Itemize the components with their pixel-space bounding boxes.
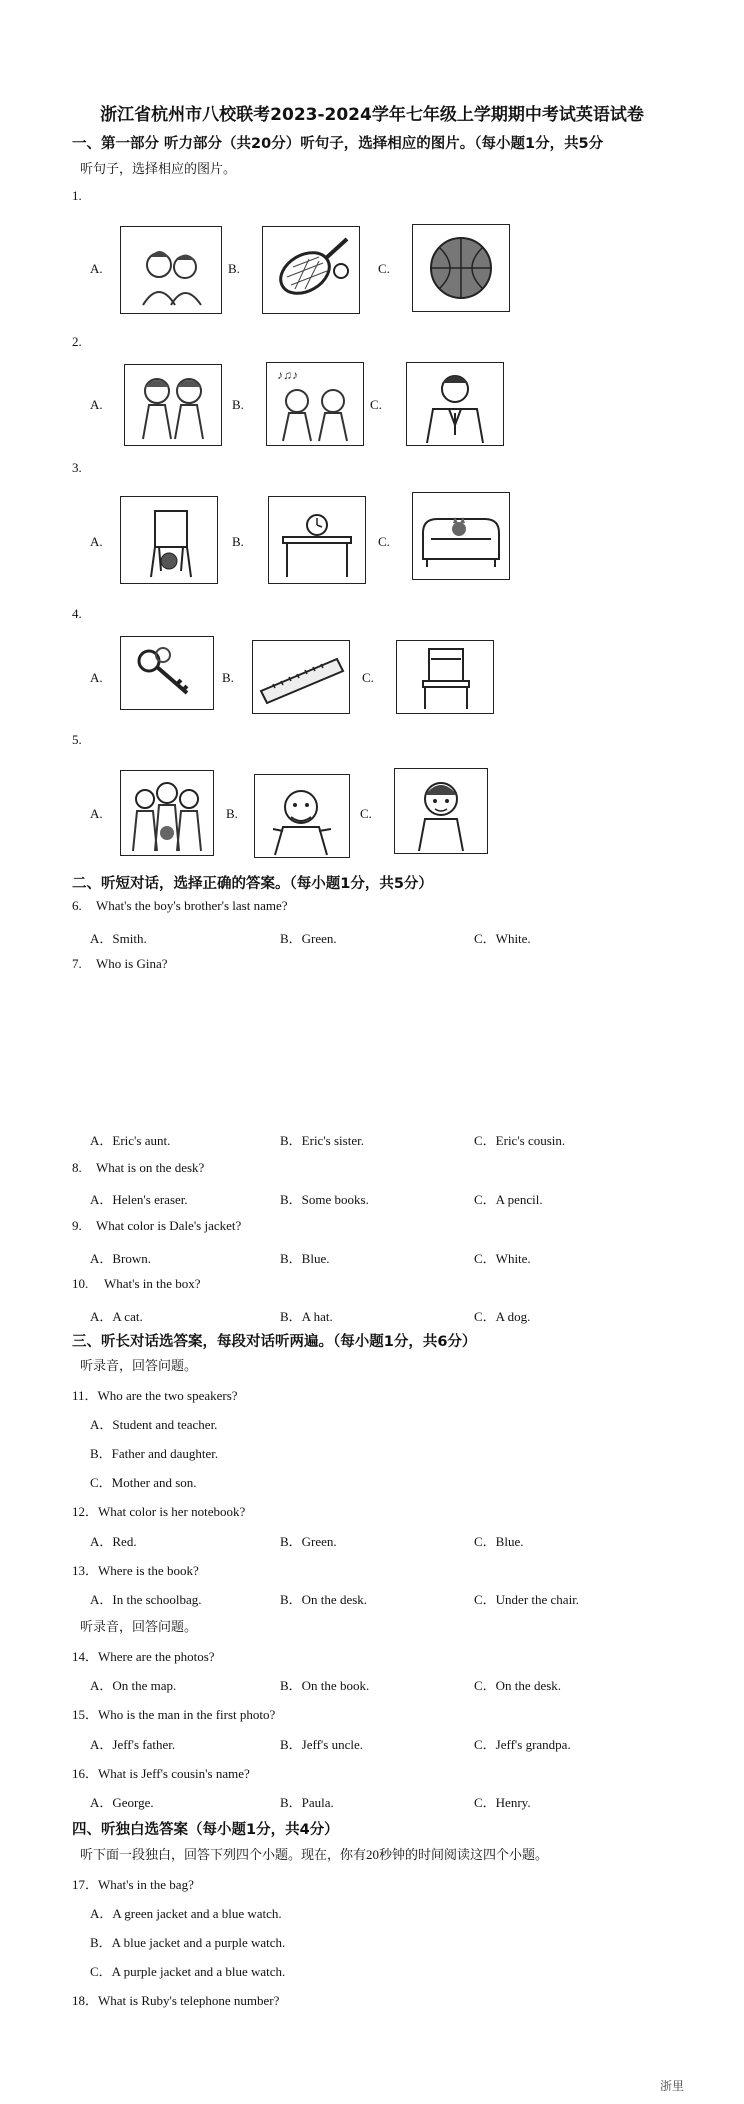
chair-with-ball-picture [120, 496, 218, 584]
part2-heading: 二、听短对话，选择正确的答案。（每小题1分，共5分） [72, 876, 433, 892]
part3-instruction: 听录音，回答问题。 [80, 1619, 198, 1634]
option-label: C. [378, 534, 390, 549]
question-text: 15．Who is the man in the first photo? [72, 1707, 276, 1722]
option-c[interactable]: C．White. [474, 1251, 531, 1266]
question-text: What color is Dale's jacket? [96, 1218, 242, 1233]
boy-picture [394, 768, 488, 854]
option-c[interactable]: C．A dog. [474, 1309, 531, 1324]
question-number: 8. [72, 1160, 82, 1175]
question-text: Who is Gina? [96, 956, 168, 971]
chair-picture [396, 640, 494, 714]
option-label: C. [360, 806, 372, 821]
question-text: 11．Who are the two speakers? [72, 1388, 238, 1403]
children-playing-picture [120, 226, 222, 314]
question-text: What is on the desk? [96, 1160, 205, 1175]
option-b[interactable]: B．On the desk. [280, 1592, 368, 1607]
option-a[interactable]: A．George. [90, 1795, 154, 1810]
option-label: A. [90, 670, 103, 685]
two-children-picture [124, 364, 222, 446]
ruler-picture [252, 640, 350, 714]
question-text: 18．What is Ruby's telephone number? [72, 1993, 280, 2008]
question-text: 16．What is Jeff's cousin's name? [72, 1766, 250, 1781]
option-b[interactable]: B．Blue. [280, 1251, 330, 1266]
option-a[interactable]: A．Student and teacher. [90, 1417, 218, 1432]
part3-heading: 三、听长对话选答案，每段对话听两遍。（每小题1分，共6分） [72, 1334, 477, 1350]
option-b[interactable]: B．Green. [280, 1534, 337, 1549]
question-number: 6. [72, 898, 82, 913]
option-a[interactable]: A．Red. [90, 1534, 137, 1549]
question-text: What's the boy's brother's last name? [96, 898, 288, 913]
option-label: C. [362, 670, 374, 685]
option-a[interactable]: A．In the schoolbag. [90, 1592, 202, 1607]
option-b[interactable]: B．A hat. [280, 1309, 333, 1324]
desk-with-clock-picture [268, 496, 366, 584]
option-b[interactable]: B．Paula. [280, 1795, 334, 1810]
option-label: A. [90, 534, 103, 549]
question-number: 5. [72, 732, 82, 747]
part4-instruction: 听下面一段独白，回答下列四个小题。现在，你有20秒钟的时间阅读这四个小题。 [80, 1847, 549, 1862]
option-c[interactable]: C．Blue. [474, 1534, 524, 1549]
question-number: 2. [72, 334, 82, 349]
option-c[interactable]: C．Henry. [474, 1795, 531, 1810]
option-label: A. [90, 261, 103, 276]
option-b[interactable]: B．Eric's sister. [280, 1133, 364, 1148]
option-c[interactable]: C．White. [474, 931, 531, 946]
option-a[interactable]: A．Smith. [90, 931, 147, 946]
part1-heading: 一、第一部分 听力部分（共20分）听句子，选择相应的图片。（每小题1分，共5分 [72, 136, 604, 152]
keys-picture [120, 636, 214, 710]
option-label: A. [90, 397, 103, 412]
option-c[interactable]: C．Eric's cousin. [474, 1133, 566, 1148]
option-b[interactable]: B．Jeff's uncle. [280, 1737, 363, 1752]
question-number: 1. [72, 188, 82, 203]
question-number: 3. [72, 460, 82, 475]
option-a[interactable]: A．A green jacket and a blue watch. [90, 1906, 282, 1921]
question-number: 4. [72, 606, 82, 621]
option-label: B. [232, 534, 244, 549]
option-b[interactable]: B．Green. [280, 931, 337, 946]
option-label: C. [370, 397, 382, 412]
man-in-suit-picture [406, 362, 504, 446]
question-text: 13．Where is the book? [72, 1563, 199, 1578]
question-text: 14．Where are the photos? [72, 1649, 215, 1664]
two-girls-singing-picture [266, 362, 364, 446]
svg-text:♪♫♪: ♪♫♪ [277, 368, 298, 382]
part1-instruction: 听句子，选择相应的图片。 [80, 161, 237, 176]
tennis-racket-picture [262, 226, 360, 314]
option-a[interactable]: A．A cat. [90, 1309, 143, 1324]
option-a[interactable]: A．Brown. [90, 1251, 152, 1266]
page-title: 浙江省杭州市八校联考2023-2024学年七年级上学期期中考试英语试卷 [100, 105, 644, 125]
option-label: B. [226, 806, 238, 821]
option-label: B. [228, 261, 240, 276]
question-number: 7. [72, 956, 82, 971]
page-footer: 浙里 [659, 2079, 684, 2093]
basketball-picture [412, 224, 510, 312]
option-c[interactable]: C．On the desk. [474, 1678, 562, 1693]
option-c[interactable]: C．A purple jacket and a blue watch. [90, 1964, 286, 1979]
option-c[interactable]: C．Under the chair. [474, 1592, 580, 1607]
question-text: What's in the box? [104, 1276, 201, 1291]
option-b[interactable]: B．A blue jacket and a purple watch. [90, 1935, 286, 1950]
option-c[interactable]: C．A pencil. [474, 1192, 543, 1207]
option-label: A. [90, 806, 103, 821]
option-b[interactable]: B．Father and daughter. [90, 1446, 219, 1461]
option-label: B. [222, 670, 234, 685]
old-man-picture [254, 774, 350, 858]
question-number: 9. [72, 1218, 82, 1233]
option-a[interactable]: A．Eric's aunt. [90, 1133, 171, 1148]
option-b[interactable]: B．Some books. [280, 1192, 369, 1207]
sofa-with-cat-picture [412, 492, 510, 580]
option-label: C. [378, 261, 390, 276]
question-text: 17．What's in the bag? [72, 1877, 194, 1892]
option-c[interactable]: C．Jeff's grandpa. [474, 1737, 571, 1752]
option-a[interactable]: A．Helen's eraser. [90, 1192, 188, 1207]
part3-instruction: 听录音，回答问题。 [80, 1358, 198, 1373]
option-label: B. [232, 397, 244, 412]
option-b[interactable]: B．On the book. [280, 1678, 370, 1693]
option-a[interactable]: A．Jeff's father. [90, 1737, 176, 1752]
question-number: 10. [72, 1276, 89, 1291]
family-picture [120, 770, 214, 856]
part4-heading: 四、听独白选答案（每小题1分，共4分） [72, 1822, 339, 1838]
option-c[interactable]: C．Mother and son. [90, 1475, 197, 1490]
option-a[interactable]: A．On the map. [90, 1678, 177, 1693]
question-text: 12．What color is her notebook? [72, 1504, 246, 1519]
